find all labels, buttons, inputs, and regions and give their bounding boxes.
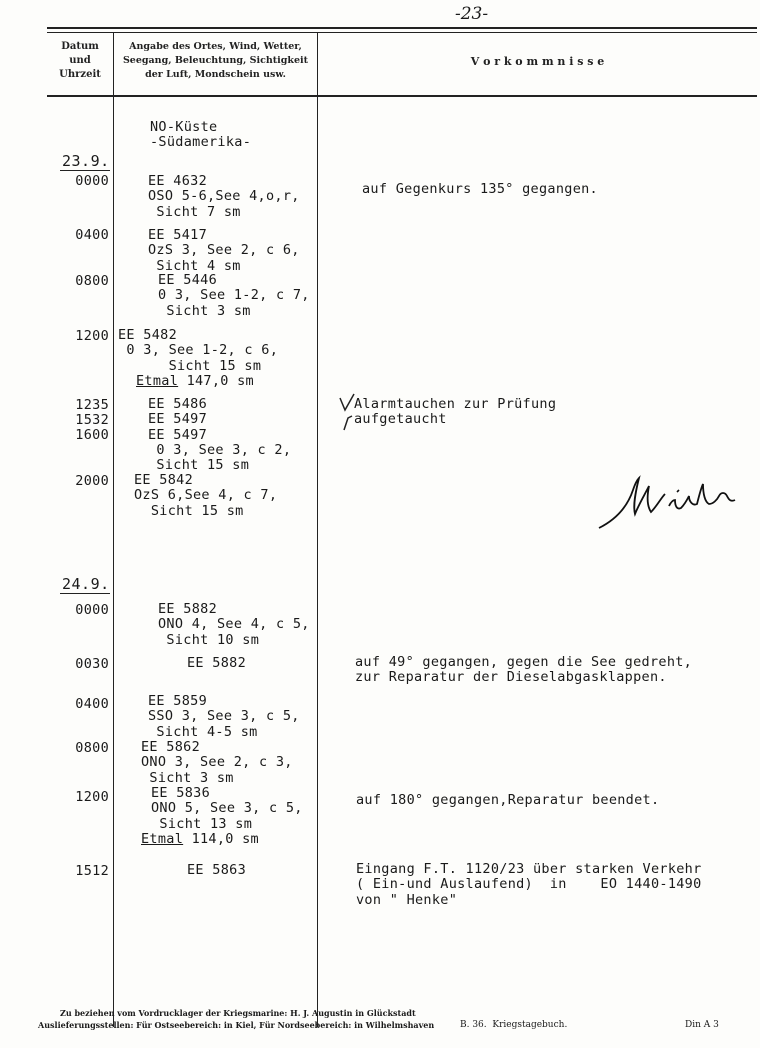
time: 2000 xyxy=(75,473,109,489)
event-entry: auf 49° gegangen, gegen die See gedreht, zur Reparatur der Dieselabgasklappen. xyxy=(355,654,693,686)
footer-form-id: B. 36. Kriegstagebuch. xyxy=(460,1020,568,1030)
time: 1235 xyxy=(75,397,109,413)
time: 0400 xyxy=(75,696,109,712)
etmal-label: Etmal xyxy=(136,373,179,389)
event-entry: auf 180° gegangen,Reparatur beendet. xyxy=(356,792,660,808)
position-entry: EE 5482 0 3, See 1-2, c 6, Sicht 15 sm xyxy=(118,327,279,374)
time: 1600 xyxy=(75,427,109,443)
time: 1200 xyxy=(75,789,109,805)
position-entry: EE 4632 OSO 5-6,See 4,o,r, Sicht 7 sm xyxy=(148,173,300,220)
event-entry: Alarmtauchen zur Prüfung aufgetaucht xyxy=(354,396,557,428)
date-23-9: 23.9. xyxy=(62,152,110,170)
time: 0030 xyxy=(75,656,109,672)
time: 1532 xyxy=(75,412,109,428)
etmal-value: 114,0 sm xyxy=(183,831,259,847)
position-entry: EE 5859 SSO 3, See 3, c 5, Sicht 4-5 sm xyxy=(148,693,300,740)
time: 0800 xyxy=(75,273,109,289)
column-divider-1 xyxy=(113,32,114,1027)
date-underline-2 xyxy=(60,593,110,594)
header-date: Datum und Uhrzeit xyxy=(59,41,101,80)
time: 0000 xyxy=(75,173,109,189)
position-entry: EE 5836 ONO 5, See 3, c 5, Sicht 13 sm xyxy=(151,785,303,832)
header-events: V o r k o m m n i s s e xyxy=(470,55,605,68)
check-mark-icon xyxy=(338,390,356,434)
position-entry: EE 5486 EE 5497 EE 5497 0 3, See 3, c 2, Sicht 15 sm xyxy=(148,396,292,474)
position-entry: EE 5446 0 3, See 1-2, c 7, Sicht 3 sm xyxy=(158,272,310,319)
header-conditions: Angabe des Ortes, Wind, Wetter, Seegang, Beleuchtung, Sichtigkeit der Luft, Mondschein usw. xyxy=(122,41,309,80)
page-number: -23- xyxy=(455,4,489,24)
position-entry: EE 5882 xyxy=(187,655,246,671)
top-rule xyxy=(47,27,757,29)
event-entry: auf Gegenkurs 135° gegangen. xyxy=(362,181,598,197)
date-underline-1 xyxy=(60,170,110,171)
time: 0400 xyxy=(75,227,109,243)
top-rule-thin xyxy=(47,32,757,33)
position-entry: EE 5417 OzS 3, See 2, c 6, Sicht 4 sm xyxy=(148,227,300,274)
signature xyxy=(595,470,745,534)
footer-distribution: Auslieferungsstellen: Für Ostseebereich: in Kiel, Für Nordseebereich: in Wilhelmshaven xyxy=(38,1020,435,1030)
footer-supplier: Zu beziehen vom Vordrucklager der Kriegsmarine: H. J. Augustin in Glückstadt xyxy=(60,1008,416,1018)
area-label: NO-Küste -Südamerika- xyxy=(150,119,252,151)
time: 0000 xyxy=(75,602,109,618)
event-entry: Eingang F.T. 1120/23 über starken Verkehr ( Ein-und Auslaufend) in EO 1440-1490 von " Henke" xyxy=(356,861,702,908)
etmal-entry xyxy=(141,832,259,847)
footer-din: Din A 3 xyxy=(685,1020,719,1030)
time: 0800 xyxy=(75,740,109,756)
position-entry: EE 5863 xyxy=(187,862,246,878)
position-entry: EE 5862 ONO 3, See 2, c 3, Sicht 3 sm xyxy=(141,739,293,786)
etmal-label: Etmal xyxy=(141,831,184,847)
etmal-entry xyxy=(136,374,254,389)
position-entry: EE 5842 OzS 6,See 4, c 7, Sicht 15 sm xyxy=(134,472,278,519)
time: 1200 xyxy=(75,328,109,344)
etmal-value: 147,0 sm xyxy=(178,373,254,389)
date-24-9: 24.9. xyxy=(62,575,110,593)
column-divider-2 xyxy=(317,32,318,1027)
header-rule xyxy=(47,95,757,97)
position-entry: EE 5882 ONO 4, See 4, c 5, Sicht 10 sm xyxy=(158,601,310,648)
time: 1512 xyxy=(75,863,109,879)
